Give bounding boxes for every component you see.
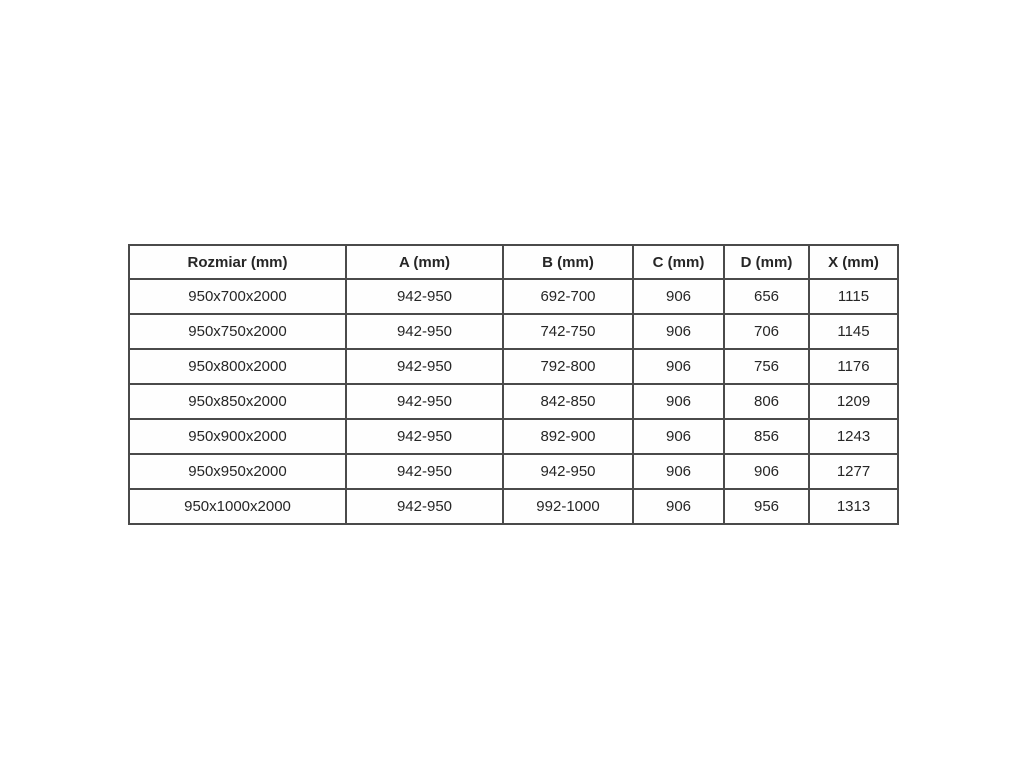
dimension-table: [128, 244, 899, 525]
cell-a: 942-950: [346, 314, 503, 349]
cell-a: 942-950: [346, 349, 503, 384]
header-c: C (mm): [633, 245, 724, 279]
cell-a: 942-950: [346, 384, 503, 419]
cell-x: 1176: [809, 349, 898, 384]
table-row: [129, 419, 898, 454]
cell-b: 892-900: [503, 419, 633, 454]
table-row: [129, 349, 898, 384]
table-row: [129, 454, 898, 489]
table-body: [129, 279, 898, 524]
cell-x: 1313: [809, 489, 898, 524]
table-row: [129, 489, 898, 524]
table-row: [129, 314, 898, 349]
table-header-row: [129, 245, 898, 279]
cell-b: 792-800: [503, 349, 633, 384]
table-header: [129, 245, 898, 279]
cell-rozmiar: 950x700x2000: [129, 279, 346, 314]
cell-d: 656: [724, 279, 809, 314]
cell-rozmiar: 950x800x2000: [129, 349, 346, 384]
cell-d: 806: [724, 384, 809, 419]
cell-b: 842-850: [503, 384, 633, 419]
cell-c: 906: [633, 454, 724, 489]
cell-rozmiar: 950x750x2000: [129, 314, 346, 349]
cell-a: 942-950: [346, 454, 503, 489]
table-row: [129, 384, 898, 419]
header-rozmiar: Rozmiar (mm): [129, 245, 346, 279]
cell-d: 756: [724, 349, 809, 384]
cell-rozmiar: 950x1000x2000: [129, 489, 346, 524]
cell-c: 906: [633, 314, 724, 349]
cell-b: 692-700: [503, 279, 633, 314]
cell-c: 906: [633, 384, 724, 419]
cell-rozmiar: 950x850x2000: [129, 384, 346, 419]
cell-x: 1277: [809, 454, 898, 489]
cell-b: 742-750: [503, 314, 633, 349]
cell-d: 856: [724, 419, 809, 454]
cell-d: 956: [724, 489, 809, 524]
cell-x: 1243: [809, 419, 898, 454]
cell-d: 906: [724, 454, 809, 489]
header-b: B (mm): [503, 245, 633, 279]
cell-b: 992-1000: [503, 489, 633, 524]
cell-x: 1115: [809, 279, 898, 314]
cell-a: 942-950: [346, 489, 503, 524]
header-d: D (mm): [724, 245, 809, 279]
cell-d: 706: [724, 314, 809, 349]
cell-x: 1209: [809, 384, 898, 419]
table-row: [129, 279, 898, 314]
header-x: X (mm): [809, 245, 898, 279]
cell-b: 942-950: [503, 454, 633, 489]
cell-rozmiar: 950x950x2000: [129, 454, 346, 489]
cell-c: 906: [633, 349, 724, 384]
cell-rozmiar: 950x900x2000: [129, 419, 346, 454]
cell-a: 942-950: [346, 419, 503, 454]
cell-c: 906: [633, 489, 724, 524]
cell-c: 906: [633, 419, 724, 454]
cell-x: 1145: [809, 314, 898, 349]
cell-a: 942-950: [346, 279, 503, 314]
cell-c: 906: [633, 279, 724, 314]
header-a: A (mm): [346, 245, 503, 279]
